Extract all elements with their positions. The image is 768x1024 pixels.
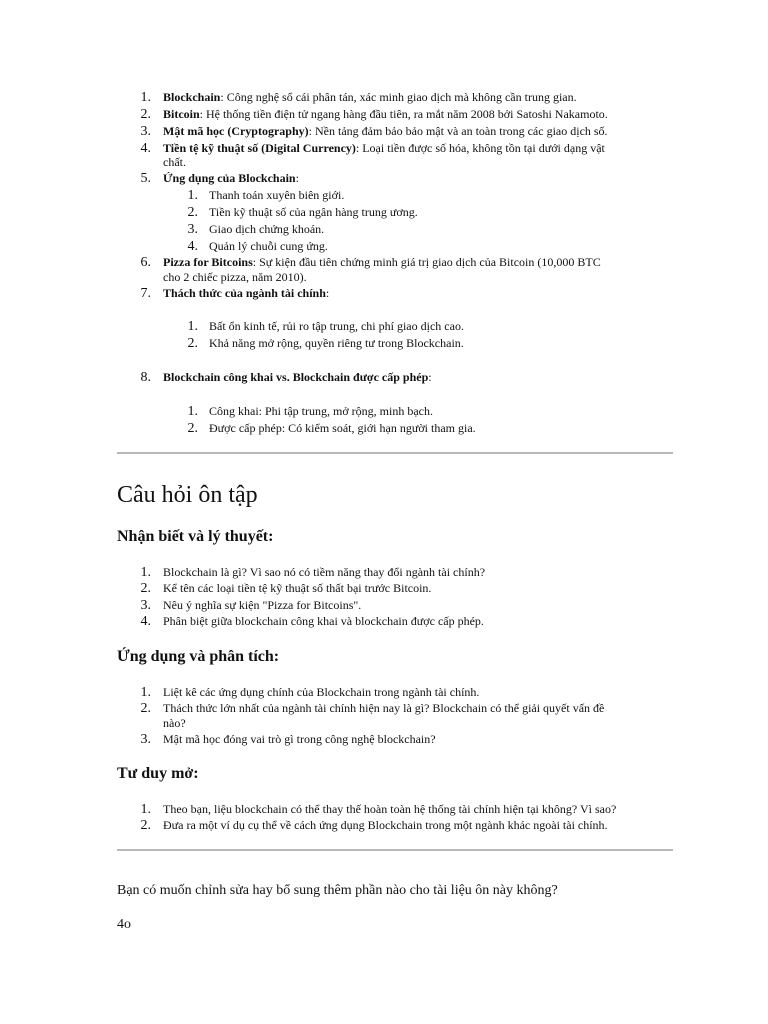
list-text: Được cấp phép: Có kiểm soát, giới hạn người tham gia. (209, 421, 476, 435)
list-text: Phân biệt giữa blockchain công khai và blockchain được cấp phép. (163, 614, 484, 628)
list-text: Quản lý chuỗi cung ứng. (209, 239, 328, 253)
section-heading: Ứng dụng và phân tích: (117, 648, 280, 665)
list-number: 2. (187, 205, 198, 220)
list-number: 1. (187, 404, 198, 419)
list-number: 2. (140, 581, 151, 596)
list-text: Bất ổn kinh tế, rủi ro tập trung, chi phí giao dịch cao. (209, 319, 464, 333)
list-number: 4. (140, 614, 151, 629)
list-text: Mật mã học (Cryptography): Nền tảng đảm bảo bảo mật và an toàn trong các giao dịch số. (163, 124, 608, 138)
list-text: Blockchain công khai vs. Blockchain được cấp phép: (163, 370, 432, 384)
list-text: Bitcoin: Hệ thống tiền điện tử ngang hàng đầu tiên, ra mắt năm 2008 bởi Satoshi Nakamoto. (163, 107, 608, 121)
model-label: 4o (117, 917, 131, 932)
list-number: 2. (140, 818, 151, 833)
list-text: Công khai: Phi tập trung, mở rộng, minh bạch. (209, 404, 433, 418)
list-text: Giao dịch chứng khoán. (209, 222, 325, 236)
closing-question: Bạn có muốn chỉnh sửa hay bổ sung thêm phần nào cho tài liệu ôn này không? (117, 883, 558, 898)
list-number: 8. (140, 370, 151, 385)
list-number: 3. (140, 598, 151, 613)
list-text: Liệt kê các ứng dụng chính của Blockchain trong ngành tài chính. (163, 685, 480, 699)
horizontal-divider (117, 452, 673, 454)
list-text-continuation: nào? (163, 716, 186, 730)
list-text: Thanh toán xuyên biên giới. (209, 188, 345, 202)
list-number: 7. (140, 286, 151, 301)
review-title: Câu hỏi ôn tập (117, 482, 258, 508)
list-number: 1. (187, 188, 198, 203)
list-number: 1. (140, 565, 151, 580)
list-number: 2. (187, 336, 198, 351)
list-number: 2. (140, 107, 151, 122)
section-heading: Tư duy mở: (117, 765, 199, 782)
list-text-continuation: chất. (163, 155, 186, 169)
list-text: Thách thức lớn nhất của ngành tài chính hiện nay là gì? Blockchain có thể giải quyết vấn đề (163, 701, 605, 715)
list-text: Blockchain: Công nghệ sổ cái phân tán, xác minh giao dịch mà không cần trung gian. (163, 90, 577, 104)
list-number: 2. (140, 701, 151, 716)
list-number: 1. (140, 90, 151, 105)
list-number: 4. (140, 141, 151, 156)
list-text: Nêu ý nghĩa sự kiện "Pizza for Bitcoins". (163, 598, 362, 612)
list-text: Khả năng mở rộng, quyền riêng tư trong Blockchain. (209, 336, 464, 350)
list-text: Ứng dụng của Blockchain: (163, 171, 299, 185)
list-text: Kể tên các loại tiền tệ kỹ thuật số thất bại trước Bitcoin. (163, 581, 432, 595)
list-text-continuation: cho 2 chiếc pizza, năm 2010). (163, 270, 307, 284)
list-text: Theo bạn, liệu blockchain có thể thay thế hoàn toàn hệ thống tài chính hiện tại không? Vì sao? (163, 802, 617, 816)
list-number: 1. (187, 319, 198, 334)
list-text: Tiền kỹ thuật số của ngân hàng trung ương. (209, 205, 418, 219)
list-number: 2. (187, 421, 198, 436)
list-text: Thách thức của ngành tài chính: (163, 286, 330, 300)
list-number: 6. (140, 255, 151, 270)
list-number: 4. (187, 239, 198, 254)
section-heading: Nhận biết và lý thuyết: (117, 528, 274, 545)
list-number: 1. (140, 802, 151, 817)
list-text: Tiền tệ kỹ thuật số (Digital Currency): Loại tiền được số hóa, không tồn tại dưới dạng vật (163, 141, 605, 155)
list-number: 3. (187, 222, 198, 237)
list-text: Đưa ra một ví dụ cụ thể về cách ứng dụng Blockchain trong một ngành khác ngoài tài chính. (163, 818, 608, 832)
list-number: 5. (140, 171, 151, 186)
horizontal-divider (117, 849, 673, 851)
list-number: 3. (140, 124, 151, 139)
list-number: 1. (140, 685, 151, 700)
list-text: Pizza for Bitcoins: Sự kiện đầu tiên chứng minh giá trị giao dịch của Bitcoin (10,000 BTC (163, 255, 601, 269)
list-text: Blockchain là gì? Vì sao nó có tiềm năng thay đổi ngành tài chính? (163, 565, 486, 579)
list-text: Mật mã học đóng vai trò gì trong công nghệ blockchain? (163, 732, 436, 746)
list-number: 3. (140, 732, 151, 747)
